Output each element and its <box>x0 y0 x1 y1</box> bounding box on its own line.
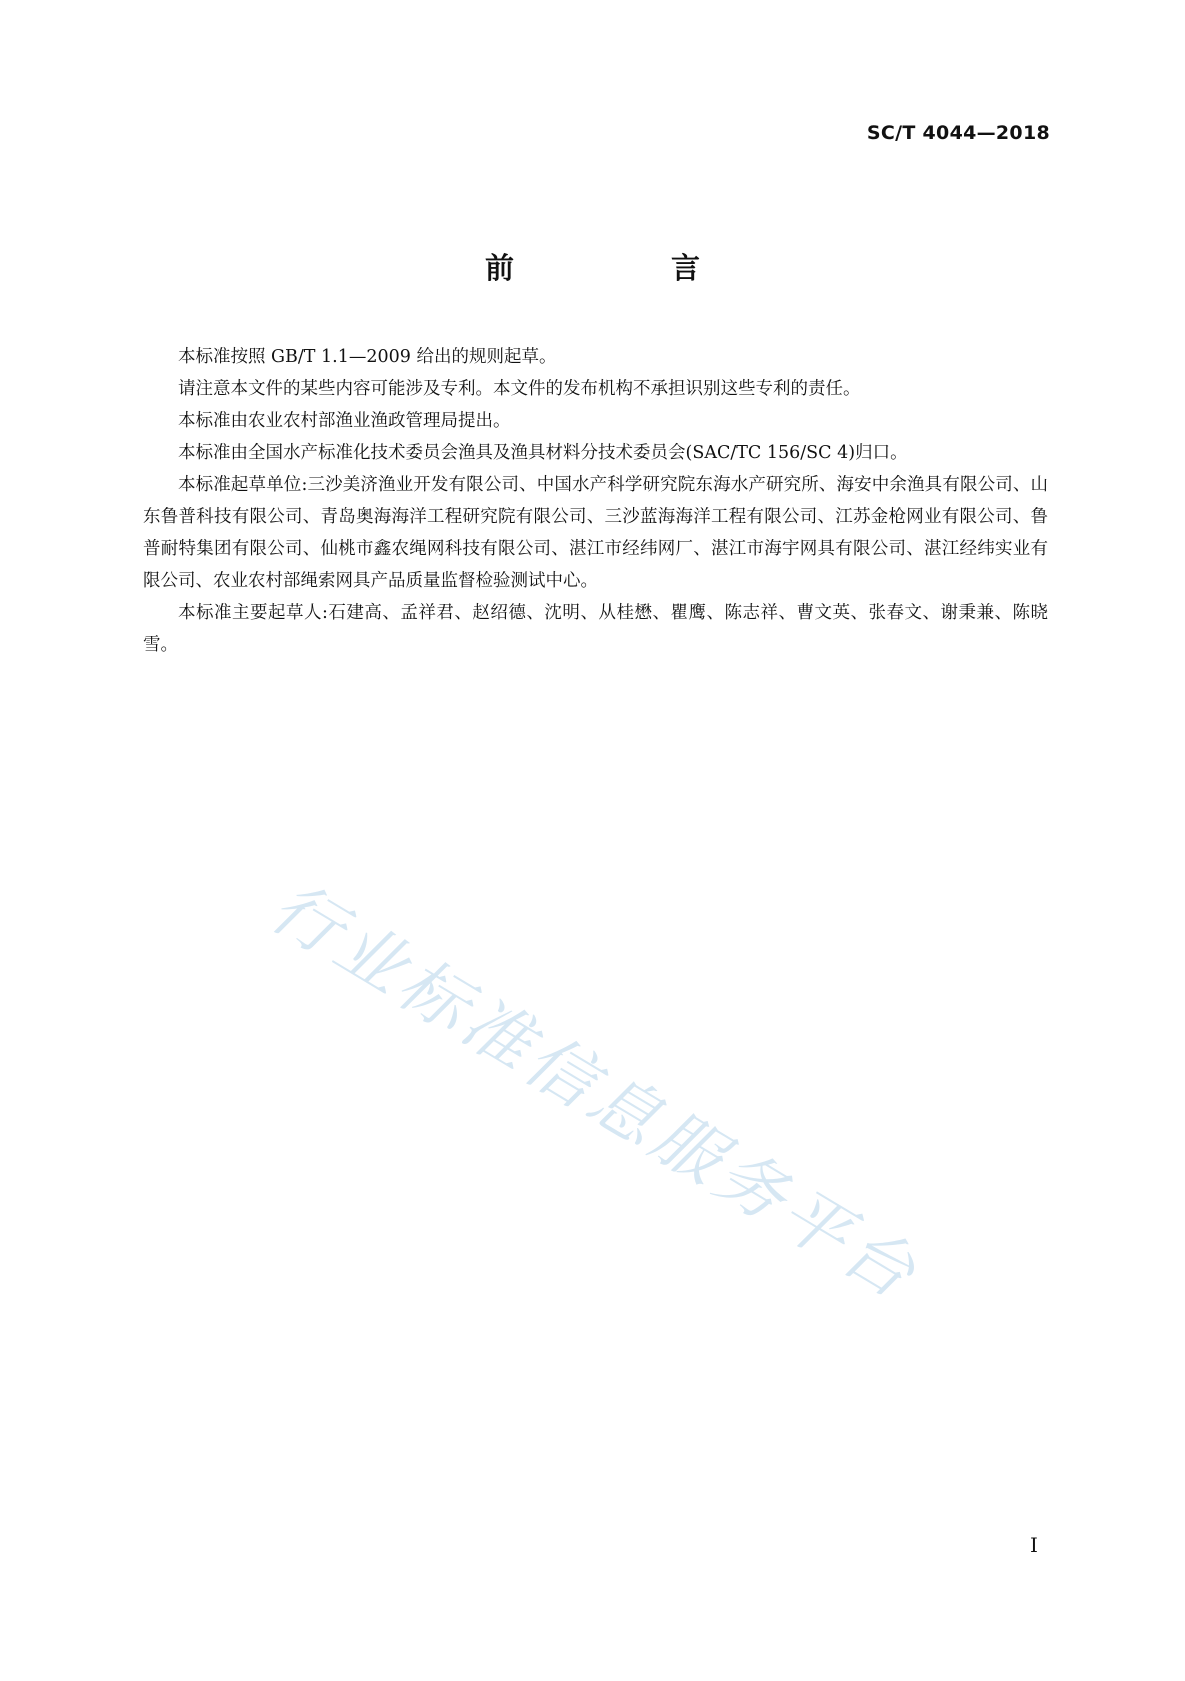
paragraph-proposer: 本标准由农业农村部渔业渔政管理局提出。 <box>178 411 511 431</box>
paragraph-drafting-rules: 本标准按照 GB/T 1.1—2009 给出的规则起草。 <box>178 347 557 367</box>
paragraph-drafters: 本标准主要起草人:石建高、孟祥君、赵绍德、沈明、从桂懋、瞿鹰、陈志祥、曹文英、张春文、谢秉兼、陈晓雪。 <box>143 603 1048 655</box>
paragraph-patent-notice: 请注意本文件的某些内容可能涉及专利。本文件的发布机构不承担识别这些专利的责任。 <box>178 379 861 399</box>
foreword-body <box>143 341 1048 661</box>
watermark: 行业标准信息服务平台 <box>257 867 933 1317</box>
document-code: SC/T 4044—2018 <box>866 122 1050 144</box>
paragraph-technical-committee: 本标准由全国水产标准化技术委员会渔具及渔具材料分技术委员会(SAC/TC 156/SC 4)归口。 <box>178 443 908 463</box>
page-title: 前 言 <box>484 251 764 285</box>
paragraph-drafting-units: 本标准起草单位:三沙美济渔业开发有限公司、中国水产科学研究院东海水产研究所、海安中余渔具有限公司、山东鲁普科技有限公司、青岛奥海海洋工程研究院有限公司、三沙蓝海海洋工程有限公司、江苏金枪网业有限公司、鲁普耐特集团有限公司、仙桃市鑫农绳网科技有限公司、湛江市经纬网厂、湛江市海宇网具有限公司、湛江经纬实业有限公司、农业农村部绳索网具产品质量监督检验测试中心。 <box>143 475 1048 591</box>
page-number: I <box>1030 1533 1038 1557</box>
